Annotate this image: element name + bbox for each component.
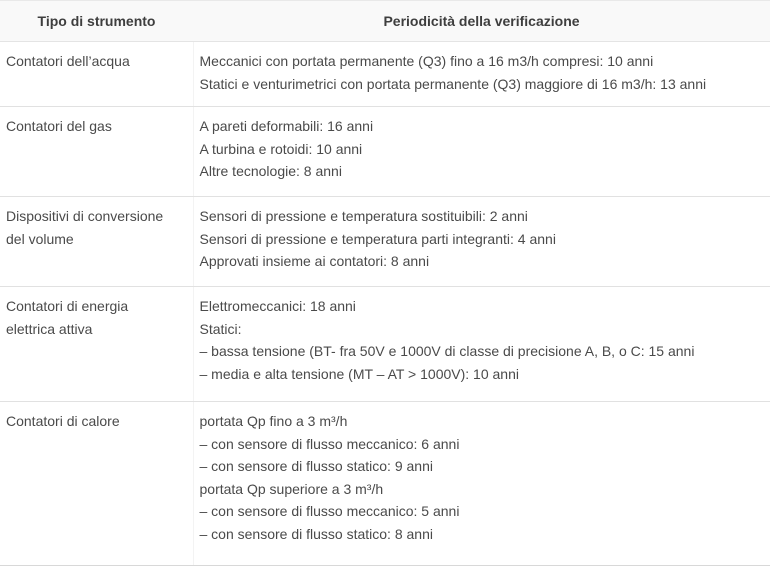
header-verification-periodicity: Periodicità della verificazione [193,1,770,42]
periodicity-line: – con sensore di flusso statico: 8 anni [199,525,433,542]
instrument-type-label: del volume [6,230,74,247]
periodicity-line: A pareti deformabili: 16 anni [199,118,374,134]
periodicity-cell [193,42,770,107]
periodicity-line: Statici e venturimetrici con portata permanente (Q3) maggiore di 16 m3/h: 13 anni [199,75,707,92]
table-row [0,42,770,107]
periodicity-line: Sensori di pressione e temperatura sostituibili: 2 anni [199,208,528,224]
instrument-type-cell [0,287,193,402]
table-row [0,402,770,566]
periodicity-line: – media e alta tensione (MT – AT > 1000V): 10 anni [199,365,519,382]
periodicity-cell [193,402,770,566]
periodicity-line: – con sensore di flusso meccanico: 6 anni [199,435,460,452]
instrument-type-cell [0,402,193,566]
instrument-type-label: Contatori di energia [6,298,129,314]
instrument-type-cell [0,107,193,197]
table-row [0,287,770,402]
header-instrument-type: Tipo di strumento [0,1,193,42]
periodicity-line: Altre tecnologie: 8 anni [199,163,342,179]
periodicity-line: Statici: [199,320,242,337]
periodicity-line: – con sensore di flusso statico: 9 anni [199,458,433,474]
periodicity-line: Approvati insieme ai contatori: 8 anni [199,253,430,269]
periodicity-line: Meccanici con portata permanente (Q3) fino a 16 m3/h compresi: 10 anni [199,53,654,69]
periodicity-cell [193,287,770,402]
table-row [0,197,770,287]
periodicity-line: Sensori di pressione e temperatura parti integranti: 4 anni [199,230,556,247]
instrument-type-cell [0,197,193,287]
instrument-type-label: Contatori dell’acqua [6,53,130,69]
instrument-type-label: elettrica attiva [6,320,93,337]
instrument-type-label: Contatori di calore [6,413,120,429]
instrument-type-label: Contatori del gas [6,118,112,134]
table-row [0,107,770,197]
periodicity-line: – bassa tensione (BT- fra 50V e 1000V di classe di precisione A, B, o C: 15 anni [199,343,695,359]
periodicity-line: Elettromeccanici: 18 anni [199,298,356,314]
periodicity-cell [193,197,770,287]
periodicity-line: portata Qp fino a 3 m³/h [199,413,348,429]
periodicity-line: A turbina e rotoidi: 10 anni [199,140,363,157]
periodicity-cell [193,107,770,197]
instrument-type-label: Dispositivi di conversione [6,208,164,224]
table-header-row [0,1,770,42]
periodicity-line: portata Qp superiore a 3 m³/h [199,480,384,497]
periodicity-line: – con sensore di flusso meccanico: 5 anni [199,503,460,519]
instrument-type-cell [0,42,193,107]
